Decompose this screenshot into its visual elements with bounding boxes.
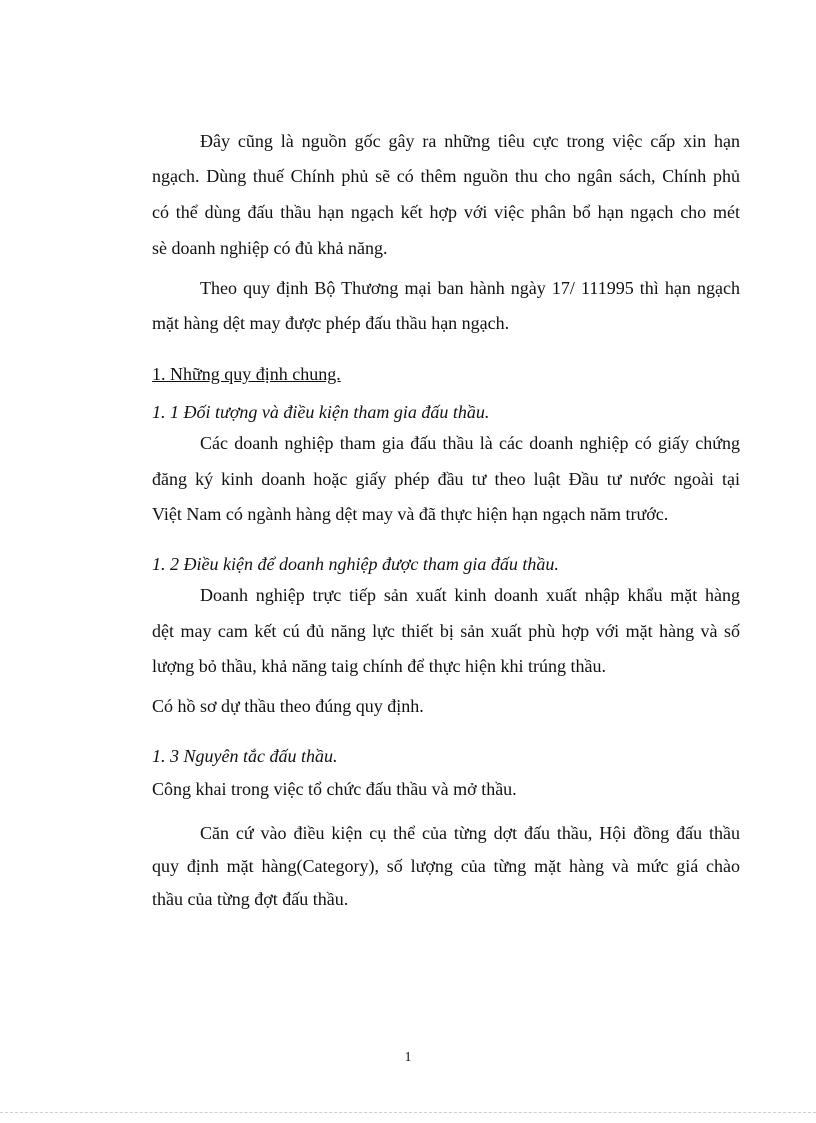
- subsection-heading: 1. 2 Điều kiện để doanh nghiệp được tham gia đấu thầu.: [152, 554, 559, 574]
- paragraph-line: mặt hàng dệt may được phép đấu thầu hạn ngạch.: [152, 313, 510, 333]
- paragraph-line: lượng bỏ thầu, khả năng taig chính để thực hiện khi trúng thầu.: [152, 656, 606, 676]
- paragraph-line: quy định mặt hàng(Category), số lượng của từng mặt hàng và mức giá chào: [152, 856, 740, 876]
- paragraph-line: Công khai trong việc tổ chức đấu thầu và mở thầu.: [152, 779, 517, 799]
- paragraph-line: Các doanh nghiệp tham gia đấu thầu là các doanh nghiệp có giấy chứng: [200, 433, 740, 453]
- page-number: 1: [404, 1050, 412, 1065]
- paragraph-line: Theo quy định Bộ Thương mại ban hành ngày 17/ 111995 thì hạn ngạch: [200, 278, 740, 298]
- section-heading: 1. Những quy định chung.: [152, 364, 341, 384]
- paragraph-line: dệt may cam kết cú đủ năng lực thiết bị sản xuất phù hợp với mặt hàng và số: [152, 621, 740, 641]
- subsection-heading: 1. 1 Đối tượng và điều kiện tham gia đấu thầu.: [152, 402, 490, 422]
- paragraph-line: Căn cứ vào điều kiện cụ thể của từng dợt đấu thầu, Hội đồng đấu thầu: [200, 823, 740, 843]
- paragraph-line: Doanh nghiệp trực tiếp sản xuất kinh doanh xuất nhập khẩu mặt hàng: [200, 585, 740, 605]
- paragraph-line: sè doanh nghiệp có đủ khả năng.: [152, 238, 388, 258]
- paragraph-line: đăng ký kinh doanh hoặc giấy phép đầu tư theo luật Đầu tư nước ngoài tại: [152, 469, 740, 489]
- paragraph-line: có thể dùng đấu thầu hạn ngạch kết hợp với việc phân bổ hạn ngạch cho mét: [152, 202, 740, 222]
- paragraph-line: thầu của từng đợt đấu thầu.: [152, 889, 349, 909]
- paragraph-line: ngạch. Dùng thuế Chính phủ sẽ có thêm nguồn thu cho ngân sách, Chính phủ: [152, 166, 740, 186]
- paragraph-line: Đây cũng là nguồn gốc gây ra những tiêu cực trong việc cấp xin hạn: [200, 131, 740, 151]
- page-boundary-divider: [0, 1112, 816, 1113]
- paragraph-line: Việt Nam có ngành hàng dệt may và đã thực hiện hạn ngạch năm trước.: [152, 504, 669, 524]
- paragraph-line: Có hồ sơ dự thầu theo đúng quy định.: [152, 696, 424, 716]
- subsection-heading: 1. 3 Nguyên tắc đấu thầu.: [152, 746, 338, 766]
